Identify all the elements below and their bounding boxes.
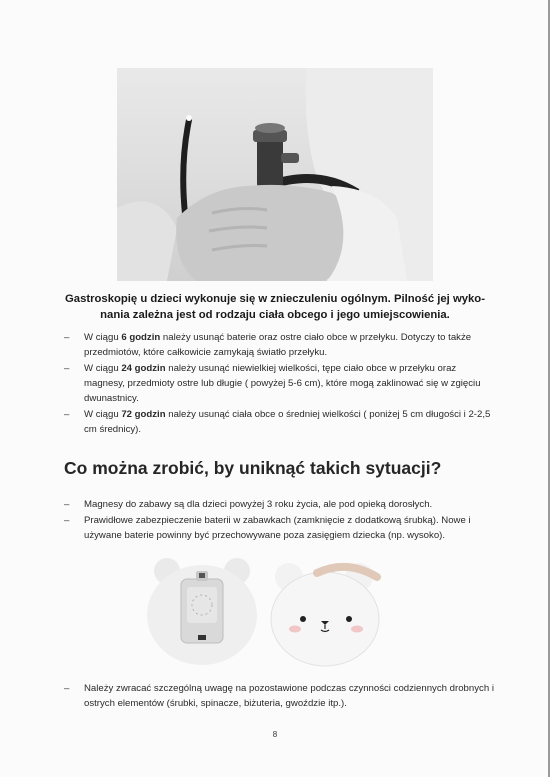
list-text: Należy zwracać szczególną uwagę na pozostawione podczas czynności codziennych drobnych i ostrych elementów (śrubki, spinacze, biżuteria, gwoździe itp.). [84, 683, 494, 709]
time-highlight: 24 godzin [121, 363, 166, 374]
photo-caption [60, 291, 490, 323]
list-dash: – [64, 332, 70, 343]
list-item [64, 407, 494, 437]
list-text: należy usunąć niewielkiej wielkości, tępe ciało obce w przełyku oraz magnesy, przedmioty ostre lub długie ( powyżej 5-6 cm), które mogą zaklinować się w zgięciu dwunastnicy. [84, 363, 481, 404]
list-item [64, 681, 494, 711]
caption-line-2: nania zależna jest od rodzaju ciała obcego i jego umiejscowienia. [100, 309, 450, 321]
list-text: Prawidłowe zabezpieczenie baterii w zabawkach (zamknięcie z dodatkową śrubką). Nowe i używane baterie powinny być przechowywane poza zasięgiem dziecka (np. wysoko). [84, 515, 471, 541]
list-text-prefix: W ciągu [84, 409, 122, 420]
list-dash: – [64, 409, 70, 420]
list-text: Magnesy do zabawy są dla dzieci powyżej 3 roku życia, ale pod opieką dorosłych. [84, 499, 433, 510]
prevention-heading: Co można zrobić, by uniknąć takich sytuacji? [64, 458, 442, 478]
prevention-list [64, 497, 494, 544]
bear-toy-illustration [137, 557, 383, 669]
page-number: 8 [272, 730, 278, 739]
list-text-prefix: W ciągu [84, 332, 122, 343]
final-list [64, 681, 494, 712]
list-item [64, 497, 494, 512]
list-text: należy usunąć baterie oraz ostre ciało obce w przełyku. Dotyczy to także przedmiotów, które całkowicie zamykają światło przełyku. [84, 332, 472, 358]
endoscope-illustration [117, 68, 433, 281]
list-item [64, 513, 494, 543]
list-item [64, 330, 494, 360]
time-highlight: 72 godzin [121, 409, 166, 420]
time-highlight: 6 godzin [121, 332, 161, 343]
list-item [64, 361, 494, 406]
list-dash: – [64, 499, 70, 510]
list-dash: – [64, 363, 70, 374]
bear-toy-photo [137, 557, 383, 669]
list-dash: – [64, 683, 70, 694]
list-text: należy usunąć ciała obce o średniej wielkości ( poniżej 5 cm długości i 2-2,5 cm średnicy). [84, 409, 491, 435]
list-dash: – [64, 515, 70, 526]
list-text-prefix: W ciągu [84, 363, 122, 374]
caption-line-1: Gastroskopię u dzieci wykonuje się w znieczuleniu ogólnym. Pilność jej wyko- [65, 293, 485, 305]
endoscope-photo [117, 68, 433, 281]
urgency-list [64, 330, 494, 438]
